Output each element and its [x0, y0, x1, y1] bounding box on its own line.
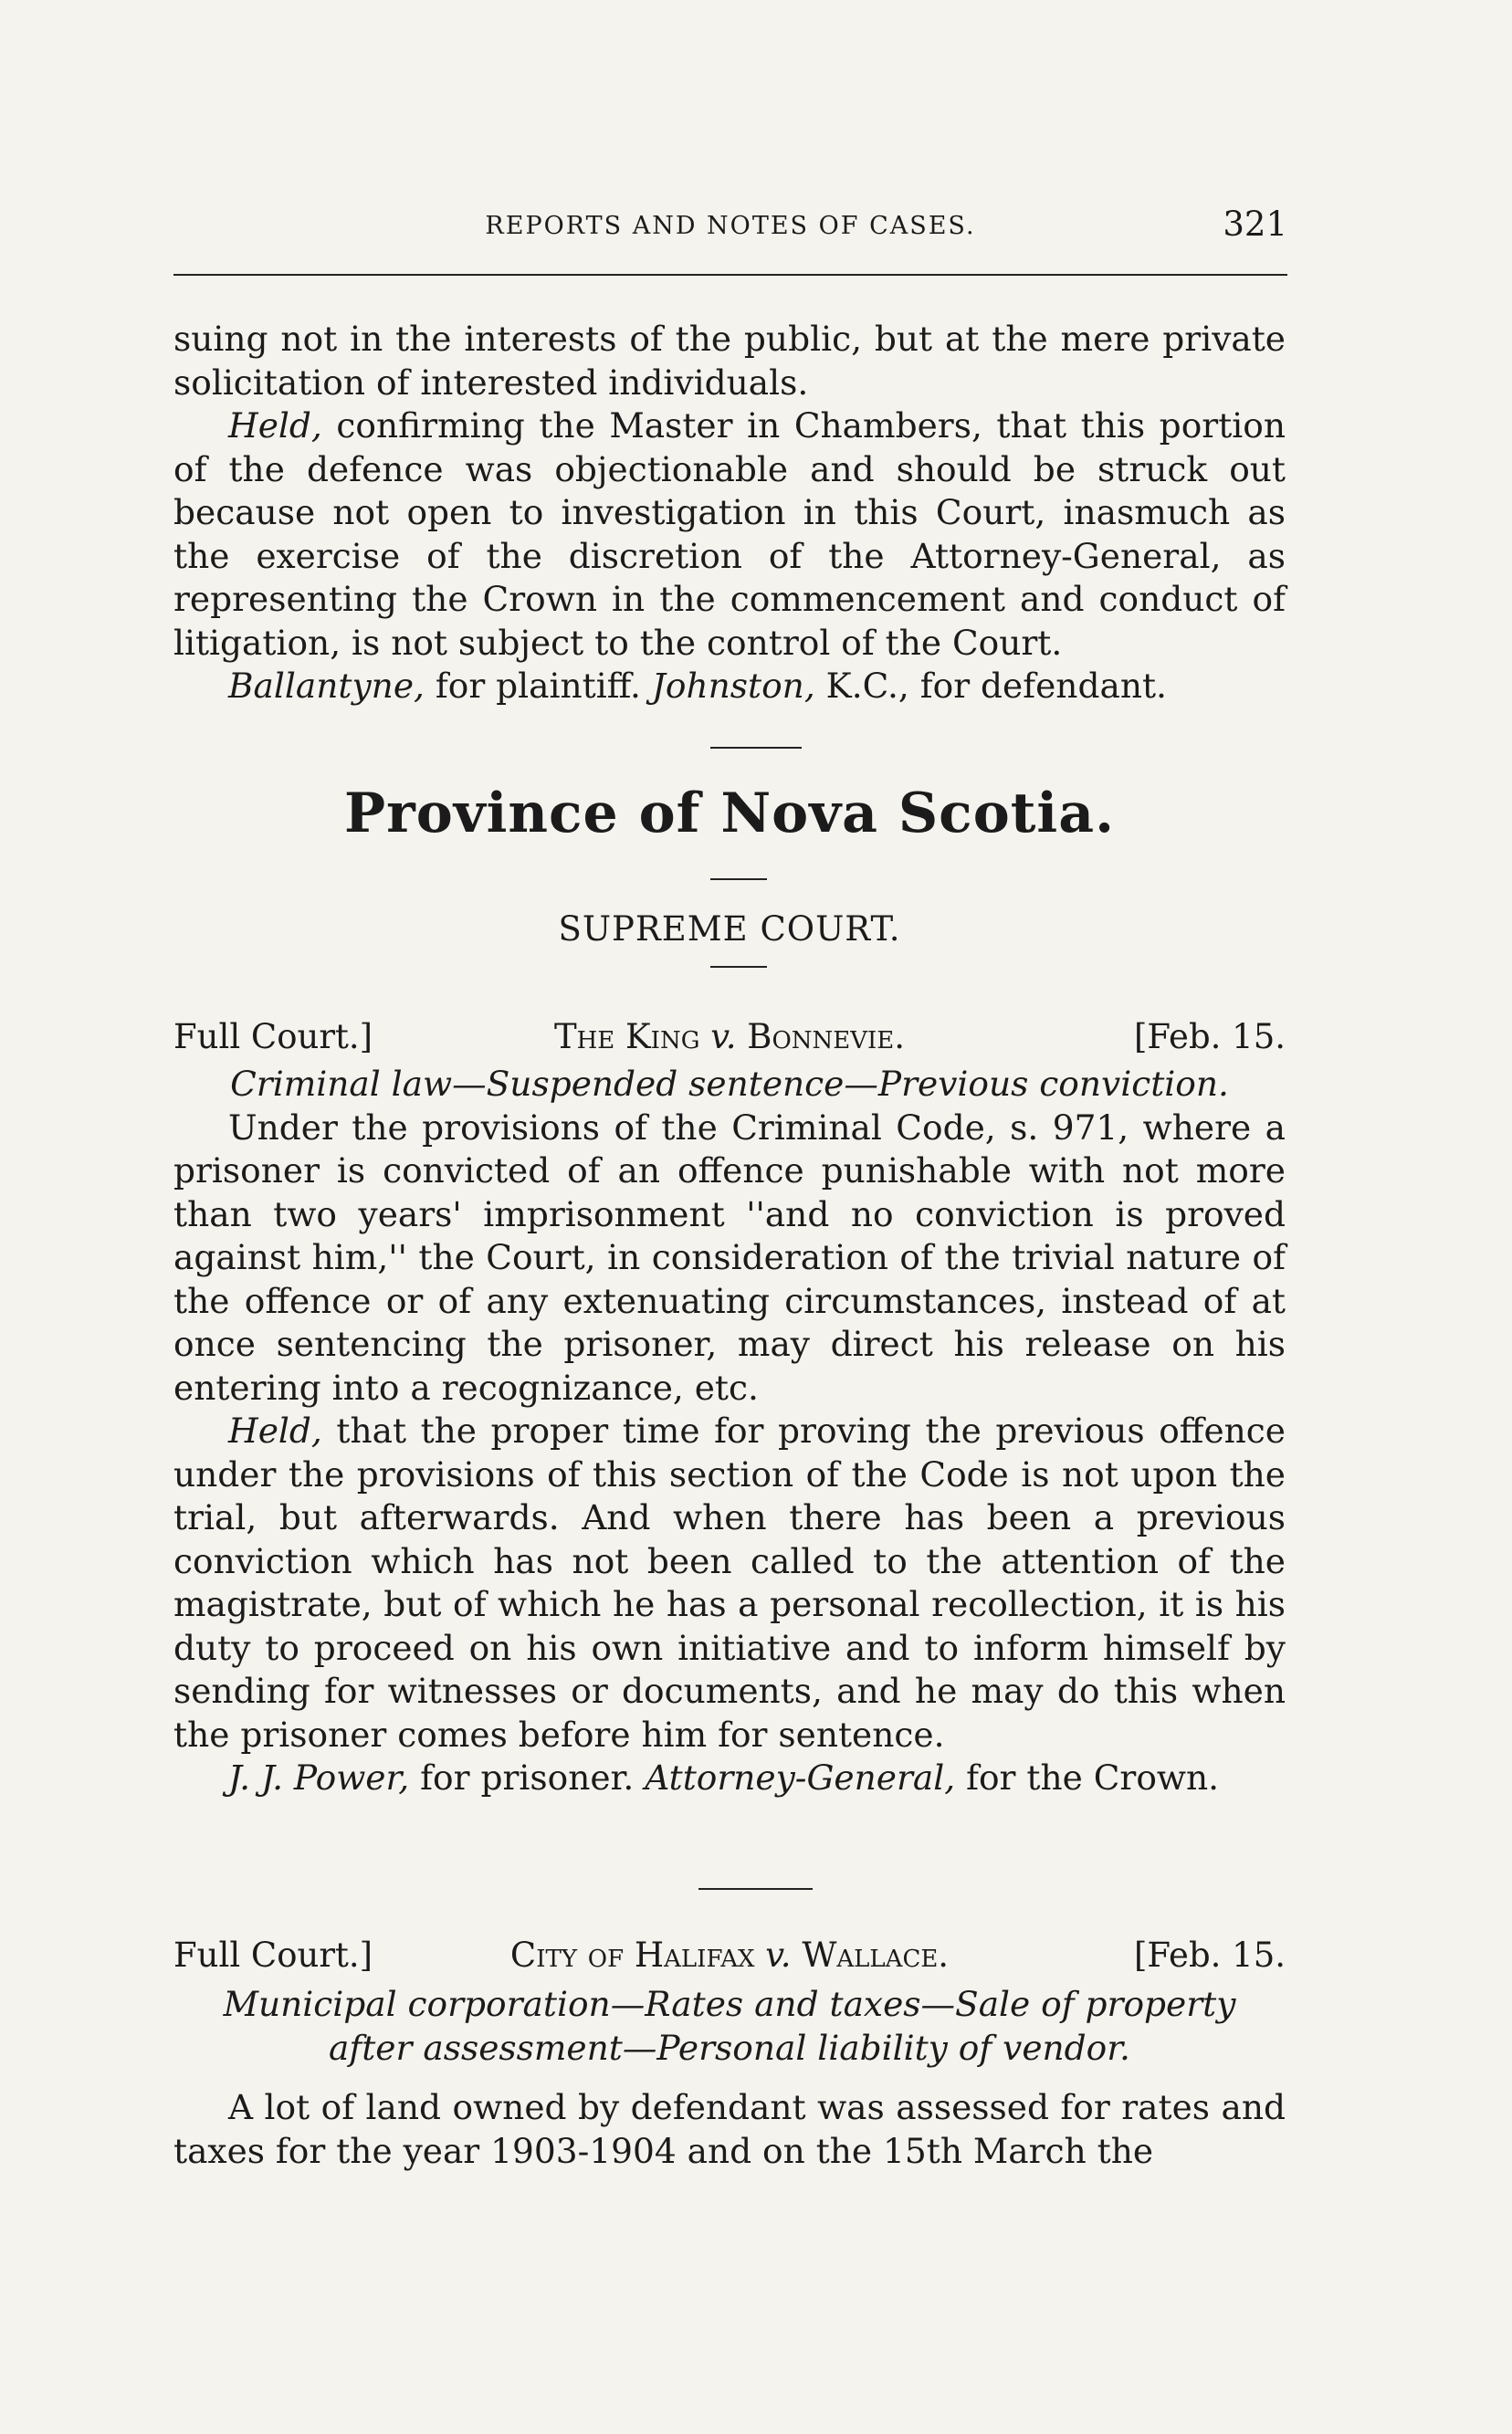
case-title: [173, 1015, 1286, 1059]
counsel-name: Ballantyne,: [228, 666, 425, 706]
held-text: that the proper time for proving the previous offence under the provisions of this section of the Code is not upon the trial, but afterwards. And when there has been a previous conviction which has not been called to the attention of the magistrate, but of which he has a personal recollection, it is his duty to proceed on his own initiative and to inform himself by sending for witnesses or documents, and he may do this when the prisoner comes before him for sentence.: [173, 1411, 1286, 1755]
held-label: Held,: [228, 1411, 322, 1451]
case-headnote: Municipal corporation—Rates and taxes—Sale of property after assessment—Personal liability of vendor.: [223, 1984, 1236, 2068]
case-court: Full Court.]: [173, 1936, 373, 1975]
carryover-paragraph: suing not in the interests of the public, but at the mere private solicitation of interested individuals.: [173, 319, 1286, 403]
court-rule: [710, 966, 767, 968]
section-divider: [698, 1888, 813, 1890]
province-title: Province of Nova Scotia.: [344, 782, 1115, 845]
running-head: REPORTS AND NOTES OF CASES.: [485, 212, 976, 240]
case-paragraph: Under the provisions of the Criminal Code, s. 971, where a prisoner is convicted of an offence punishable with not more than two years' imprisonment ''and no conviction is proved against him,'' the Court, in consideration of the trivial nature of the offence or of any extenuating circumstances, instead of at once sentencing the prisoner, may direct his release on his entering into a recognizance, etc.: [173, 1107, 1286, 1408]
counsel-role: K.C., for defendant.: [814, 666, 1167, 706]
page-header: [173, 205, 1287, 250]
case-party: City of Halifax: [509, 1936, 766, 1975]
counsel-role: for the Crown.: [955, 1757, 1220, 1798]
court-name: SUPREME COURT.: [558, 909, 901, 949]
case-party: Bonnevie.: [736, 1017, 906, 1056]
case-court: Full Court.]: [173, 1017, 373, 1056]
carryover-held-paragraph: [173, 404, 1286, 665]
case-held-paragraph: [173, 1410, 1286, 1757]
counsel-name: J. J. Power,: [228, 1757, 410, 1798]
case-caption: [173, 1934, 1286, 1979]
page-number: 321: [1223, 205, 1287, 244]
carryover-counsel: [173, 665, 1286, 708]
case-party: The King: [553, 1017, 711, 1056]
case-title: [173, 1934, 1286, 1978]
case-versus: v.: [710, 1017, 737, 1056]
case-halifax-v-wallace: [173, 1934, 1286, 2173]
case-king-v-bonnevie: [173, 1015, 1286, 1800]
case-counsel: [173, 1757, 1286, 1800]
counsel-name: Attorney-General,: [645, 1757, 956, 1798]
header-rule: [173, 274, 1287, 276]
case-headnote: Criminal law—Suspended sentence—Previous conviction.: [230, 1064, 1229, 1104]
case-party: Wallace.: [791, 1936, 950, 1975]
counsel-role: for prisoner.: [409, 1757, 646, 1798]
held-text: confirming the Master in Chambers, that this portion of the defence was objectionable and should be struck out because not open to investigation in this Court, inasmuch as the exercise of the discretion of the Attorney-General, as representing the Crown in the commencement and conduct of litigation, is not subject to the control of the Court.: [173, 405, 1286, 663]
section-divider: [710, 747, 802, 749]
counsel-name: Johnston,: [651, 666, 815, 706]
carryover-section: [173, 318, 1286, 708]
counsel-role: for plaintiff.: [424, 666, 652, 706]
case-date: [Feb. 15.: [1133, 1017, 1286, 1056]
case-caption: [173, 1015, 1286, 1061]
case-date: [Feb. 15.: [1133, 1936, 1286, 1975]
title-rule: [710, 878, 767, 880]
case-versus: v.: [765, 1936, 792, 1975]
held-label: Held,: [228, 405, 322, 446]
case-paragraph: A lot of land owned by defendant was assessed for rates and taxes for the year 1903-1904 and on the 15th March the: [173, 2087, 1286, 2171]
